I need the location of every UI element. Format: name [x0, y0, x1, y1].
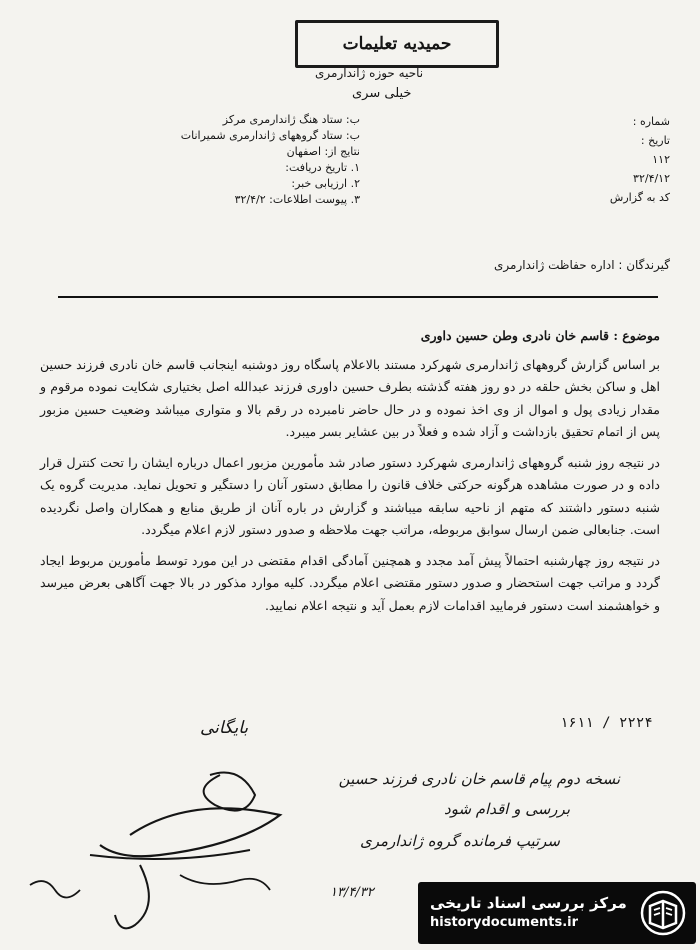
distribution-line: گیرندگان : اداره حفاظت ژاندارمری — [494, 258, 670, 272]
body-paragraph: در نتیجه روز شنبه گروههای ژاندارمری شهرکرد دستور صادر شد مأمورین مزبور اعمال درباره ایشان را تحت کنترل قرار داده و در صورت مشاهده هرگونه حرکتی خلاف قانون را مطابق دستور آنان را دستگیر و تحویل نماید. مدیریت گروه یک شنبه دستور داشتند که متهم از ناحیه سابقه میباشند و گزارش در باره آنان از طریق منابع و همکاران واصل نگردیده است. جنابعالی ضمن ارسال سوابق مربوطه، مراتب جهت ملاحظه و صدور دستور لازم اعلام میگردد. — [40, 454, 660, 537]
header-divider — [58, 296, 658, 298]
handwritten-paraph: بایگانی — [200, 718, 249, 738]
routing-block — [130, 112, 360, 208]
handwritten-note-2: بررسی و اقدام شود — [444, 800, 570, 818]
watermark-text — [430, 893, 627, 933]
reference-number-label: شماره : — [632, 115, 670, 128]
routing-line: ب: ستاد هنگ ژاندارمری مرکز — [222, 113, 360, 126]
signature-scribble — [20, 745, 320, 940]
body-paragraph: در نتیجه روز چهارشنبه احتمالاً پیش آمد مجدد و همچنین آمادگی اقدام مقتضی در این مورد توسط مأمورین مربوط ایجاد گردد و مراتب جهت استحضار و صدور دستور مقتضی اعلام میگردد. کلیه موارد مذکور در بالا جهت آگاهی بعرض میرسد و خواهشمند است دستور فرمایید اقدامات لازم بعمل آید و نتیجه اعلام نمایید. — [40, 552, 660, 613]
watermark-title: مرکز بررسی اسناد تاریخی — [430, 894, 627, 912]
routing-line: ۳. پیوست اطلاعات: ۳۲/۴/۲ — [234, 193, 360, 206]
header-stamp-text: حمیدیه تعلیمات — [342, 34, 452, 54]
subject-row — [40, 325, 660, 348]
archive-book-icon — [640, 890, 686, 936]
subject-text: قاسم خان نادری وطن حسین داوری — [420, 328, 609, 343]
registry-number: ۱۶۱۱ / ۲۲۲۴ — [560, 715, 653, 731]
document-body — [40, 325, 660, 617]
watermark-url: historydocuments.ir — [430, 915, 579, 930]
subject-label: موضوع : — [613, 328, 660, 343]
handwritten-note-1: نسخه دوم پیام قاسم خان نادری فرزند حسین — [338, 770, 620, 788]
reference-code-label: کد به گزارش — [609, 191, 670, 204]
watermark-logo — [418, 882, 696, 944]
reference-number-value: ۱۱۲ — [652, 153, 670, 166]
header-stamp — [295, 20, 499, 68]
routing-line: نتایج از: اصفهان — [286, 145, 360, 158]
reference-block — [520, 112, 670, 207]
classification-label: خیلی سری — [352, 86, 412, 101]
routing-line: ۲. ارزیابی خبر: — [291, 177, 360, 190]
routing-line: ب: ستاد گروههای ژاندارمری شمیرانات — [180, 129, 360, 142]
routing-line: ۱. تاریخ دریافت: — [285, 161, 360, 174]
handwritten-note-3: سرتیپ فرمانده گروه ژاندارمری — [360, 832, 560, 850]
handwritten-date: ۱۳/۴/۳۲ — [330, 885, 374, 900]
body-paragraph: بر اساس گزارش گروههای ژاندارمری شهرکرد مستند بالاعلام پاسگاه روز دوشنبه اینجانب قاسم خان نادری فرزند حسین اهل و ساکن بخش حلقه در دو روز هفته گذشته بطرف حسین داوری فرزند عبدالله اصل بختیاری شکایت نموده مرقوم و مقدار زیادی پول و اموال از وی اخذ نموده و در حال حاضر نامبرده در رقم بالا و متواری میباشد وضعیت حسین مزبور پس از اتمام تحقیق بازداشت و آزاد شده و فعلاً در بین عشایر بسر میبرد. — [40, 356, 660, 439]
header-subtitle: ناحیه حوزه ژاندارمری — [315, 66, 424, 80]
reference-date-value: ۳۲/۴/۱۲ — [633, 172, 670, 185]
reference-date-label: تاریخ : — [640, 134, 670, 147]
